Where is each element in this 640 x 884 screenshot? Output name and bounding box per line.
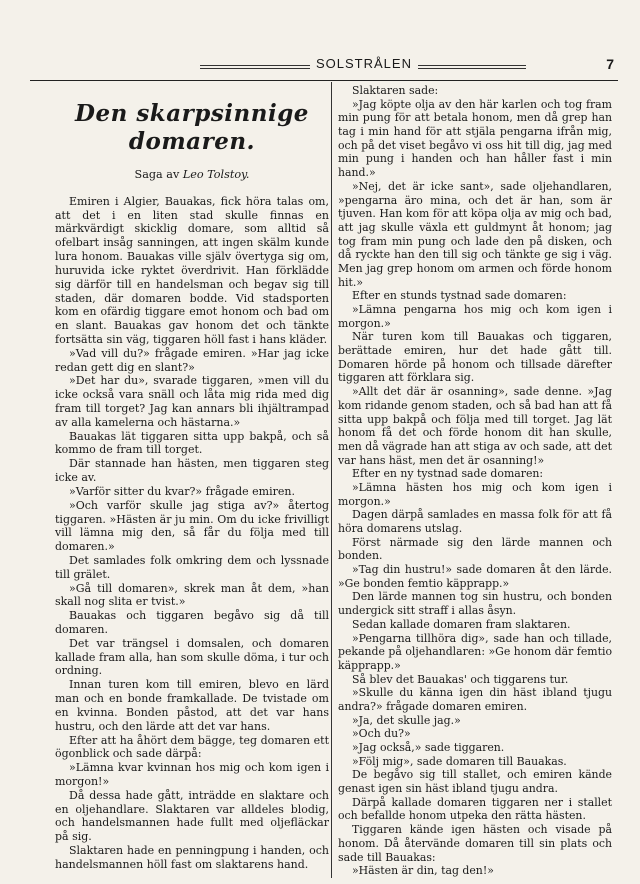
right-paragraph: Slaktaren sade: [352, 84, 439, 97]
right-paragraph: »Och du?» [352, 727, 411, 741]
right-paragraph: Därpå kallade domaren tiggaren ner i stallet och befallde honom utpeka den rätta hästen. [338, 795, 612, 823]
left-paragraph: »Gå till domaren», skrek man åt dem, »han skall nog slita er tvist.» [55, 581, 329, 609]
left-paragraph: Där stannade han hästen, men tiggaren steg icke av. [55, 457, 329, 485]
left-paragraph: Det samlades folk omkring dem och lyssnade till grälet. [55, 553, 329, 581]
right-paragraph: »Lämna pengarna hos mig och kom igen i morgon.» [338, 303, 612, 330]
right-column [338, 84, 612, 878]
right-paragraph: Så blev det Bauakas' och tiggarens tur. [352, 672, 569, 686]
left-paragraph: Emiren i Algier, Bauakas, fick höra talas om, att det i en liten stad skulle finnas en märkvärdigt skicklig domare, som alltid så ofelbart insåg sanningen, att ingen skälm kunde lura honom. Bauakas ville själv övertyga sig om, huruvida icke ryktet överdrivit. Han förklädde sig därför till en handelsman och begav sig till staden, där domaren bodde. Vid stadsporten kom en ofärdig tiggare emot honom och bad om en slant. Bauakas gav honom det och tänkte fortsätta sin väg, tiggaren höll fast i hans kläder. [55, 194, 329, 346]
header-rule-left [200, 65, 310, 69]
left-paragraph: Bauakas lät tiggaren sitta upp bakpå, och så kommo de fram till torget. [55, 429, 329, 457]
right-paragraph: När turen kom till Bauakas och tiggaren, berättade emiren, hur det hade gått till. Domaren hörde på honom och tillsade därefter tiggaren att förklara sig. [338, 330, 612, 385]
right-paragraph: Den lärde mannen tog sin hustru, och bonden undergick sitt straff i allas åsyn. [338, 590, 612, 618]
article-title: Den skarpsinnige domaren. [75, 100, 309, 155]
right-paragraph: »Hästen är din, tag den!» [352, 864, 494, 878]
left-paragraph: »Lämna kvar kvinnan hos mig och kom igen i morgon!» [55, 761, 329, 788]
byline-prefix: Saga av [134, 168, 180, 181]
byline-author: Leo Tolstoy. [182, 168, 250, 181]
left-paragraph: »Vad vill du?» frågade emiren. »Har jag icke redan gett dig en slant?» [55, 346, 329, 374]
right-paragraph: »Skulle du känna igen din häst ibland tjugu andra?» frågade domaren emiren. [338, 686, 612, 713]
right-paragraph: Sedan kallade domaren fram slaktaren. [352, 617, 571, 631]
left-paragraphs [55, 195, 329, 872]
right-paragraph: »Följ mig», sade domaren till Bauakas. [352, 754, 567, 768]
column-divider [331, 82, 332, 878]
running-title: SOLSTRÅLEN [316, 56, 412, 71]
left-paragraph: »Varför sitter du kvar?» frågade emiren. [69, 484, 295, 498]
right-paragraph: Efter en stunds tystnad sade domaren: [352, 289, 567, 303]
right-paragraph: »Jag också,» sade tiggaren. [352, 741, 505, 754]
left-paragraph: Bauakas och tiggaren begåvo sig då till domaren. [55, 609, 329, 636]
right-paragraph: De begåvo sig till stallet, och emiren kände genast igen sin häst ibland tjugu andra. [338, 768, 612, 796]
right-paragraph: Efter en ny tystnad sade domaren: [352, 467, 544, 481]
right-paragraph: Först närmade sig den lärde mannen och bonden. [338, 535, 612, 563]
left-paragraph: »Det har du», svarade tiggaren, »men vill du icke också vara snäll och låta mig rida med dig fram till torget? Jag kan annars bli ihjältrampad av alla kamelerna och hästarna.» [55, 374, 329, 429]
right-paragraph: »Pengarna tillhöra dig», sade han och tillade, pekande på oljehandlaren: »Ge honom där femtio käpprapp.» [338, 631, 613, 672]
right-paragraph: »Ja, det skulle jag.» [352, 713, 461, 727]
left-paragraph: Efter att ha åhört dem bägge, teg domaren ett ögonblick och sade därpå: [55, 733, 329, 761]
page-header [30, 56, 620, 82]
article-byline [55, 168, 329, 182]
page-number: 7 [606, 56, 614, 72]
left-paragraph: Det var trängsel i domsalen, och domaren kallade fram alla, han som skulle döma, i tur och ordning. [55, 636, 329, 678]
left-paragraph: Då dessa hade gått, inträdde en slaktare och en oljehandlare. Slaktaren var alldeles blodig, och handelsmannen hade fullt med oljefläckar på sig. [55, 788, 329, 844]
right-paragraph: »Jag köpte olja av den här karlen och tog fram min pung för att betala honom, men då grep han tag i min hand för att stjäla pengarna ifrån mig, och på det viset begåvo vi oss hit till dig, jag med min pung i handen och han håller fast i min hand.» [338, 97, 612, 180]
right-paragraphs [338, 84, 612, 878]
left-column [55, 86, 329, 872]
header-divider-line [30, 80, 618, 81]
right-paragraph: Tiggaren kände igen hästen och visade på honom. Då återvände domaren till sin plats och sade till Bauakas: [338, 823, 612, 864]
right-paragraph: »Lämna hästen hos mig och kom igen i morgon.» [338, 480, 612, 508]
right-paragraph: Dagen därpå samlades en massa folk för att få höra domarens utslag. [338, 508, 612, 535]
left-paragraph: Innan turen kom till emiren, blevo en lärd man och en bonde framkallade. De tvistade om en kvinna. Bonden påstod, att det var hans hustru, och den lärde att det var hans. [55, 678, 329, 733]
right-paragraph: »Tag din hustru!» sade domaren åt den lärde. »Ge bonden femtio käpprapp.» [338, 563, 612, 590]
right-paragraph: »Allt det där är osanning», sade denne. »Jag kom ridande genom staden, och så bad han att få sitta upp bakpå och följa med till torget. Jag lät honom få det och förde honom dit han skulle, men då vägrade han att stiga av och sade, att det var hans häst, men det är osanning!» [338, 385, 612, 467]
left-paragraph: Slaktaren hade en penningpung i handen, och handelsmannen höll fast om slaktarens hand. [55, 844, 329, 871]
right-paragraph: »Nej, det är icke sant», sade oljehandlaren, »pengarna äro mina, och det är han, som är tjuven. Han kom för att köpa olja av mig och bad, att jag skulle växla ett guldmynt åt honom; jag tog fram min pung och lade den på disken, och då ryckte han den till sig och tänkte ge sig i väg. Men jag grep honom om armen och förde honom hit.» [338, 179, 612, 289]
left-paragraph: »Och varför skulle jag stiga av?» återtog tiggaren. »Hästen är ju min. Om du icke frivilligt vill lämna mig den, så får du följa med till domaren.» [55, 498, 329, 554]
header-rule-right [418, 65, 526, 69]
